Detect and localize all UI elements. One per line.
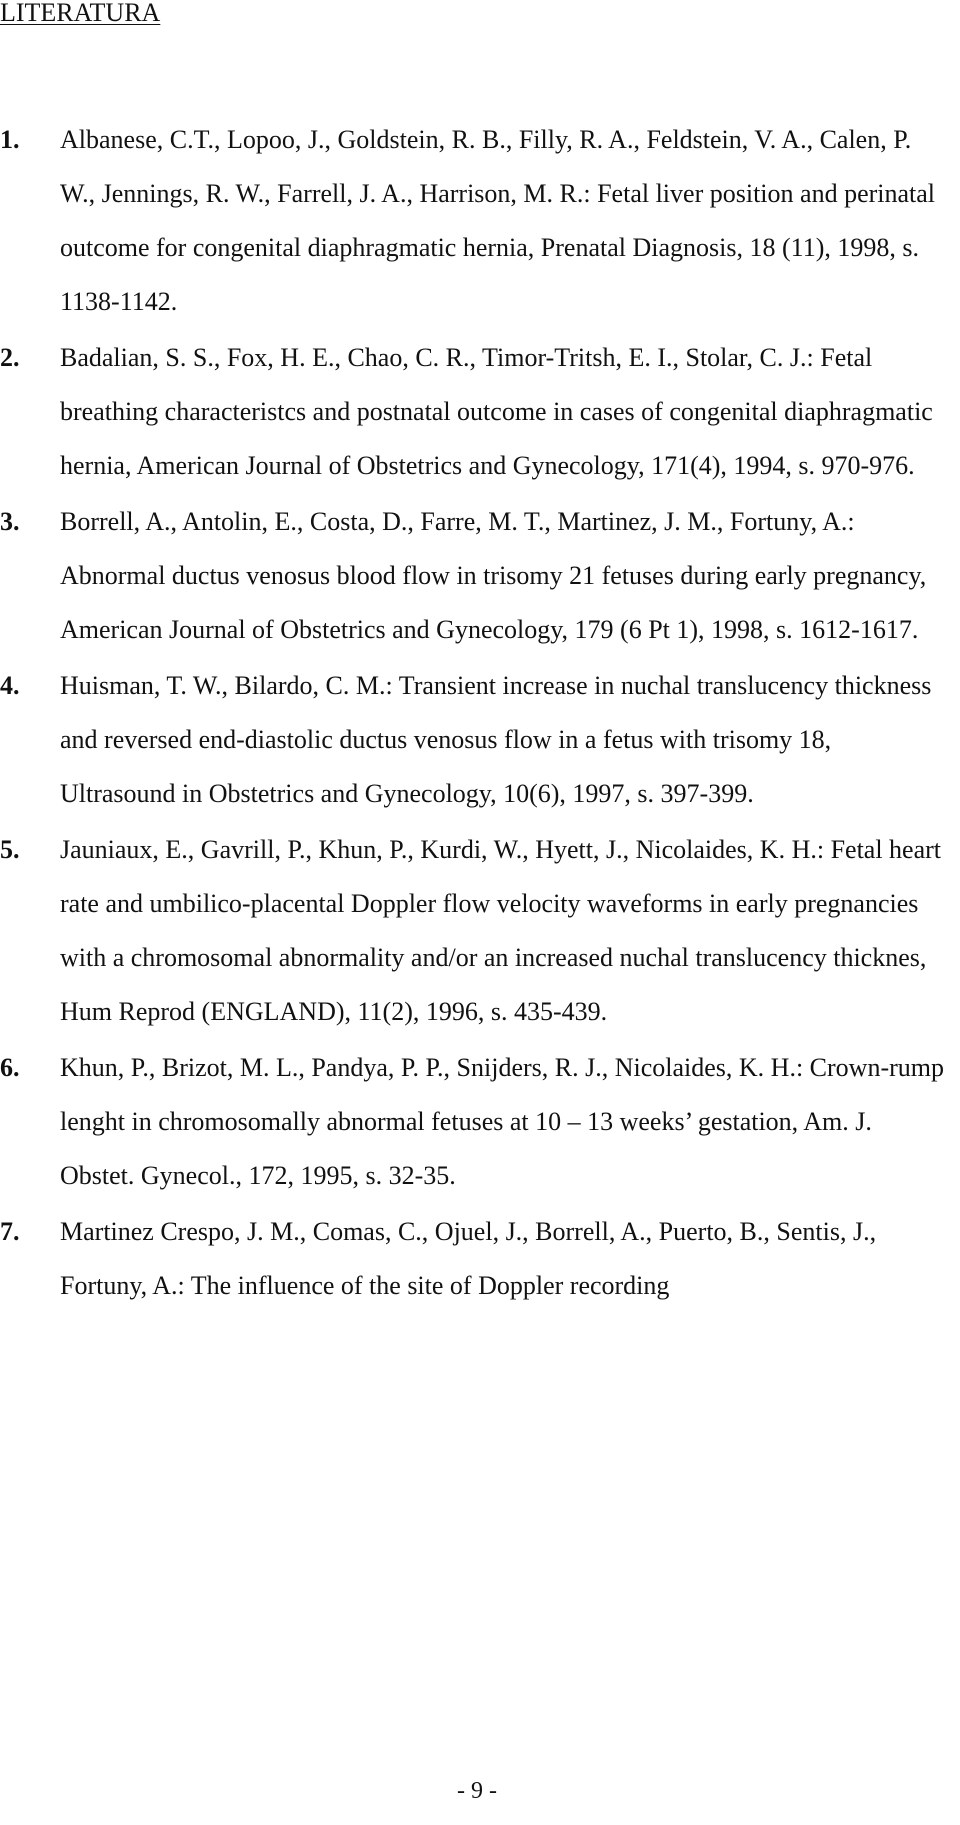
reference-text: Huisman, T. W., Bilardo, C. M.: Transient increase in nuchal translucency thickness and reversed end-diastolic ductus venosus flow in a fetus with trisomy 18, Ultrasound in Obstetrics and Gynecology, 10(6), 1997, s. 397-399. — [60, 671, 932, 808]
reference-number: 2. — [0, 343, 20, 372]
reference-item — [0, 495, 960, 657]
reference-number: 3. — [0, 507, 20, 536]
page-number-footer — [0, 1776, 960, 1806]
reference-item — [0, 331, 960, 493]
reference-number: 6. — [0, 1053, 20, 1082]
reference-text: Martinez Crespo, J. M., Comas, C., Ojuel, J., Borrell, A., Puerto, B., Sentis, J., Fortuny, A.: The influence of the site of Doppler recording — [60, 1217, 877, 1300]
reference-text: Jauniaux, E., Gavrill, P., Khun, P., Kurdi, W., Hyett, J., Nicolaides, K. H.: Fetal heart rate and umbilico-placental Doppler flow velocity waveforms in early pregnancies with a chromosomal abnormality and/or an increased nuchal translucency thicknes, Hum Reprod (ENGLAND), 11(2), 1996, s. 435-439. — [60, 835, 942, 1026]
reference-text: Albanese, C.T., Lopoo, J., Goldstein, R. B., Filly, R. A., Feldstein, V. A., Calen, P. W., Jennings, R. W., Farrell, J. A., Harrison, M. R.: Fetal liver position and perinatal outcome for congenital diaphragmatic hernia, Prenatal Diagnosis, 18 (11), 1998, s. 1138-1142. — [60, 125, 936, 316]
reference-list — [0, 113, 960, 1313]
reference-text: Khun, P., Brizot, M. L., Pandya, P. P., Snijders, R. J., Nicolaides, K. H.: Crown-rump lenght in chromosomally abnormal fetuses at 10 – 13 weeks’ gestation, Am. J. Obstet. Gynecol., 172, 1995, s. 32-35. — [60, 1053, 944, 1190]
reference-item — [0, 1041, 960, 1203]
reference-item — [0, 1205, 960, 1313]
page-heading: LITERATURA — [0, 0, 161, 27]
reference-text: Borrell, A., Antolin, E., Costa, D., Farre, M. T., Martinez, J. M., Fortuny, A.: Abnormal ductus venosus blood flow in trisomy 21 fetuses during early pregnancy, American Journal of Obstetrics and Gynecology, 179 (6 Pt 1), 1998, s. 1612-1617. — [60, 507, 927, 644]
page-number: - 9 - — [457, 1778, 497, 1804]
reference-item — [0, 659, 960, 821]
reference-number: 5. — [0, 835, 20, 864]
reference-item — [0, 823, 960, 1039]
reference-text: Badalian, S. S., Fox, H. E., Chao, C. R., Timor-Tritsh, E. I., Stolar, C. J.: Fetal breathing characteristcs and postnatal outcome in cases of congenital diaphragmatic hernia, American Journal of Obstetrics and Gynecology, 171(4), 1994, s. 970-976. — [60, 343, 933, 480]
reference-number: 7. — [0, 1217, 20, 1246]
reference-number: 1. — [0, 125, 20, 154]
reference-item — [0, 113, 960, 329]
reference-number: 4. — [0, 671, 20, 700]
